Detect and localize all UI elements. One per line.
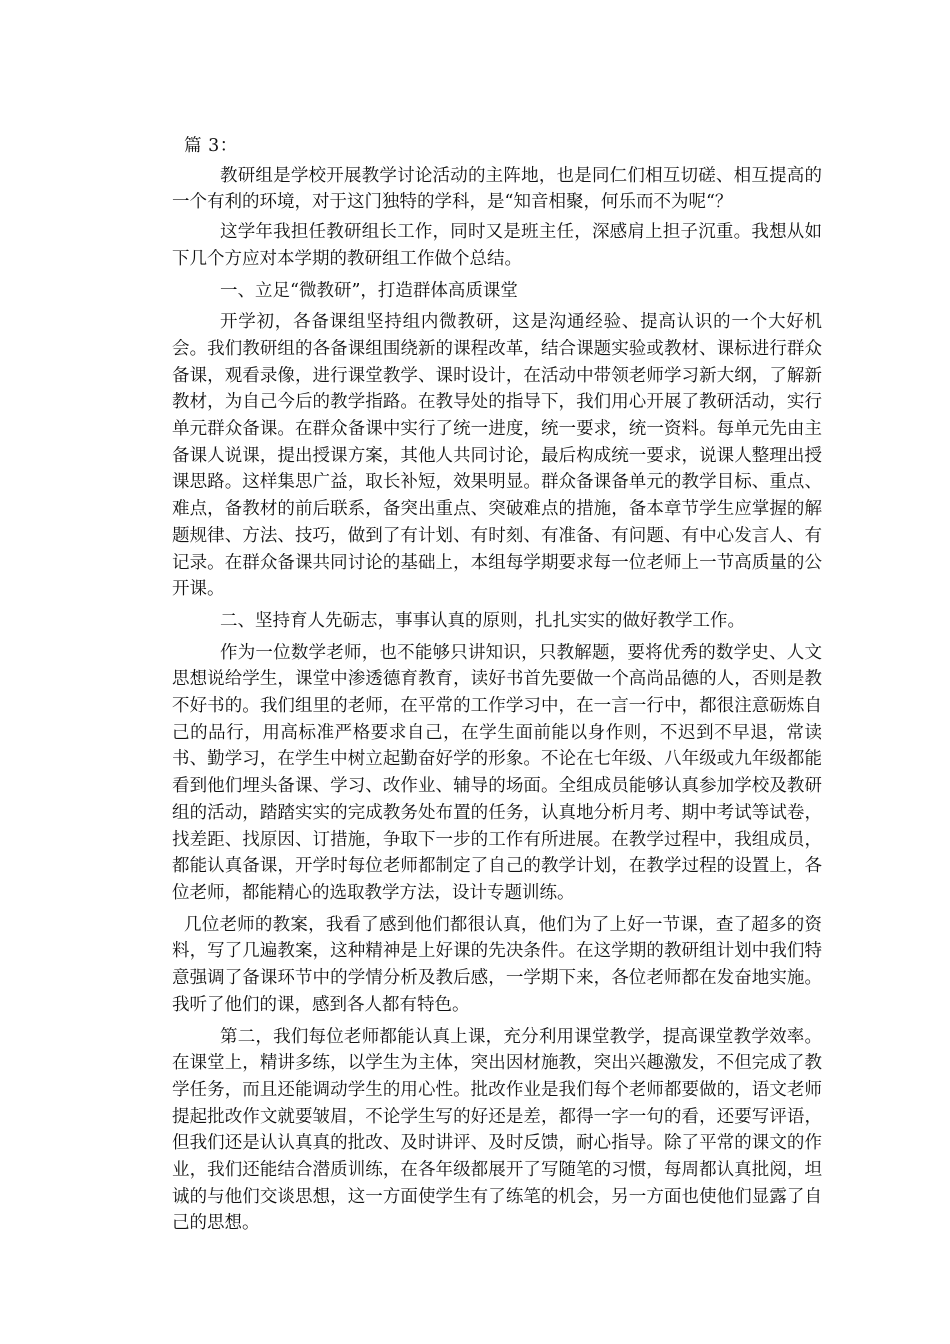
section-label: 篇 3： [184, 136, 238, 156]
paragraph-lesson-plans: 几位老师的教案，我看了感到他们都很认真，他们为了上好一节课，查了超多的资料，写了几遍教案，这种精神是上好课的先决条件。在这学期的教研组计划中我们特意强调了备课环节中的学情分析及教后感，一学期下来，各位老师都在发奋地实施。我听了他们的课，感到各人都有特色。 [172, 914, 822, 1015]
section-heading-2: 二、坚持育人先砺志，事事认真的原则，扎扎实实的做好教学工作。 [220, 610, 745, 631]
paragraph-intro: 教研组是学校开展教学讨论活动的主阵地，也是同仁们相互切磋、相互提高的一个有利的环境，对于这门独特的学科，是“知音相聚，何乐而不为呢“？ [172, 165, 822, 213]
paragraph-micro-research: 开学初，各备课组坚持组内微教研，这是沟通经验、提高认识的一个大好机会。我们教研组的各备课组围绕新的课程改革，结合课题实验或教材、课标进行群众备课，观看录像，进行课堂教学、课时设计，在活动中带领老师学习新大纲，了解新教材，为自己今后的教学指路。在教导处的指导下，我们用心开展了教研活动，实行单元群众备课。在群众备课中实行了统一进度，统一要求，统一资料。每单元先由主备课人说课，提出授课方案，其他人共同讨论，最后构成统一要求，说课人整理出授课思路。这样集思广益，取长补短，效果明显。群众备课备单元的教学目标、重点、难点，备教材的前后联系，备突出重点、突破难点的措施，备本章节学生应掌握的解题规律、方法、技巧，做到了有计划、有时刻、有准备、有问题、有中心发言人、有记录。在群众备课共同讨论的基础上，本组每学期要求每一位老师上一节高质量的公开课。 [172, 312, 822, 600]
document-page [172, 133, 822, 1237]
paragraph-teaching-work: 作为一位数学老师，也不能够只讲知识，只教解题，要将优秀的数学史、人文思想说给学生，课堂中渗透德育教育，读好书首先要做一个高尚品德的人，否则是教不好书的。我们组里的老师，在平常的工作学习中，在一言一行中，都很注意砺炼自己的品行，用高标准严格要求自己，在学生面前能以身作则，不迟到不早退，常读书、勤学习，在学生中树立起勤奋好学的形象。不论在七年级、八年级或九年级都能看到他们埋头备课、学习、改作业、辅导的场面。全组成员能够认真参加学校及教研组的活动，踏踏实实的完成教务处布置的任务，认真地分析月考、期中考试等试卷，找差距、找原因、订措施，争取下一步的工作有所进展。在教学过程中，我组成员，都能认真备课，开学时每位老师都制定了自己的教学计划，在教学过程的设置上，各位老师，都能精心的选取教学方法，设计专题训练。 [172, 642, 822, 903]
paragraph-second-point: 第二，我们每位老师都能认真上课，充分利用课堂教学，提高课堂教学效率。在课堂上，精讲多练，以学生为主体，突出因材施教，突出兴趣激发，不但完成了教学任务，而且还能调动学生的用心性。批改作业是我们每个老师都要做的，语文老师提起批改作文就要皱眉，不论学生写的好还是差，都得一字一句的看，还要写评语，但我们还是认认真真的批改、及时讲评、及时反馈，耐心指导。除了平常的课文的作业，我们还能结合潜质训练，在各年级都展开了写随笔的习惯，每周都认真批阅，坦诚的与他们交谈思想，这一方面使学生有了练笔的机会，另一方面也使他们显露了自己的思想。 [172, 1026, 822, 1234]
paragraph-role: 这学年我担任教研组长工作，同时又是班主任，深感肩上担子沉重。我想从如下几个方应对本学期的教研组工作做个总结。 [172, 222, 822, 269]
section-heading-1: 一、立足“微教研”，打造群体高质课堂 [220, 280, 518, 301]
